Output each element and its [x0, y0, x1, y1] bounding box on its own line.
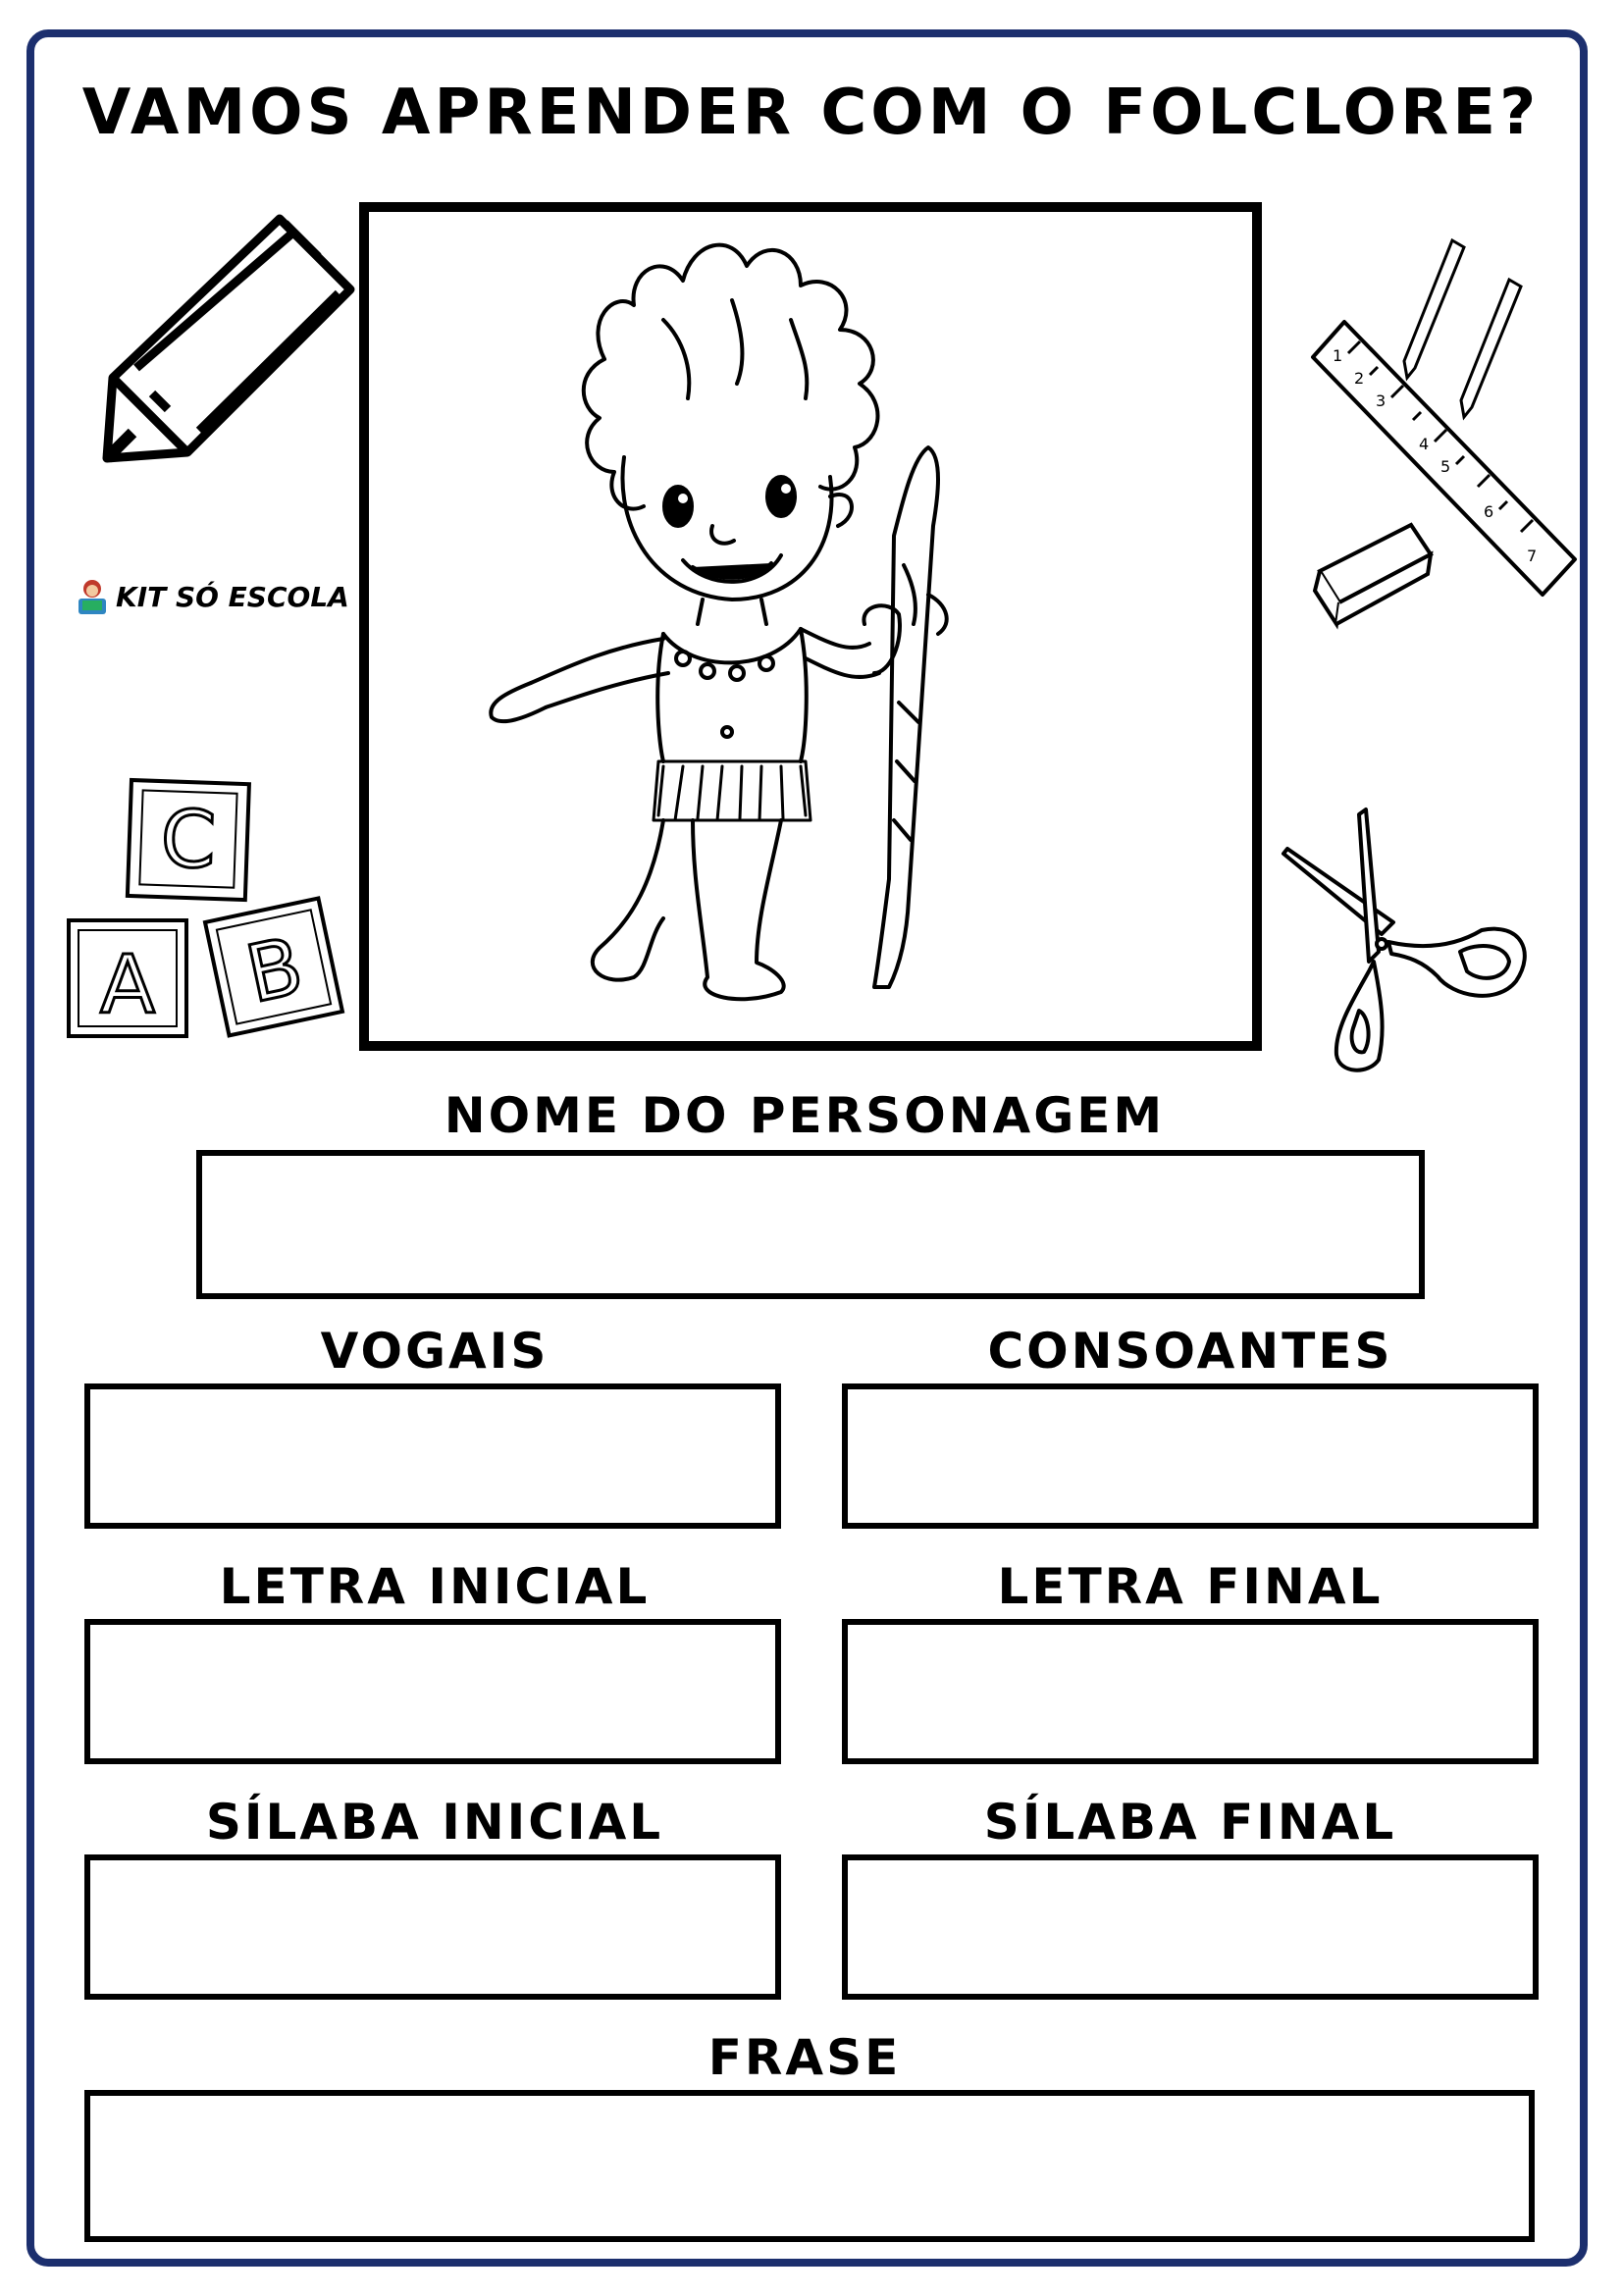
ruler-number: 3: [1376, 391, 1387, 410]
answer-box-consoantes[interactable]: [842, 1383, 1539, 1529]
label-letra-inicial: LETRA INICIAL: [219, 1558, 651, 1615]
ruler-number: 2: [1354, 369, 1365, 388]
character-illustration: [369, 212, 1252, 1041]
label-letra-final: LETRA FINAL: [997, 1558, 1384, 1615]
ruler-number: 1: [1333, 346, 1343, 365]
label-consoantes: CONSOANTES: [987, 1323, 1393, 1380]
block-b-letter: B: [238, 919, 311, 1021]
alphabet-blocks-icon: [63, 775, 357, 1050]
ruler-number: 7: [1527, 547, 1538, 565]
answer-box-frase[interactable]: [84, 2090, 1535, 2242]
ruler-number: 5: [1440, 457, 1451, 476]
brand-name: KIT SÓ ESCOLA: [116, 580, 349, 613]
brand-logo: [75, 577, 349, 616]
block-c-letter: C: [159, 793, 218, 887]
ruler-icon: [1305, 235, 1599, 648]
reading-child-icon: [75, 577, 110, 616]
eraser-icon: [1315, 525, 1431, 624]
answer-box-nome[interactable]: [196, 1150, 1425, 1299]
pencil-icon: [93, 201, 368, 466]
label-vogais: VOGAIS: [320, 1323, 549, 1380]
answer-box-letra-inicial[interactable]: [84, 1619, 781, 1764]
label-nome-do-personagem: NOME DO PERSONAGEM: [444, 1087, 1166, 1144]
answer-box-letra-final[interactable]: [842, 1619, 1539, 1764]
ruler-number: 4: [1419, 435, 1430, 453]
answer-box-silaba-inicial[interactable]: [84, 1854, 781, 2000]
block-a-letter: A: [99, 939, 156, 1032]
label-silaba-final: SÍLABA FINAL: [983, 1794, 1397, 1851]
scissors-icon: [1276, 805, 1541, 1079]
answer-box-silaba-final[interactable]: [842, 1854, 1539, 2000]
ruler-number: 6: [1484, 502, 1494, 521]
character-picture-frame: [359, 202, 1262, 1051]
label-frase: FRASE: [707, 2029, 902, 2086]
page-title: VAMOS APRENDER COM O FOLCLORE?: [81, 77, 1541, 149]
pencils-icon: [1404, 240, 1521, 417]
label-silaba-inicial: SÍLABA INICIAL: [205, 1794, 664, 1851]
answer-box-vogais[interactable]: [84, 1383, 781, 1529]
